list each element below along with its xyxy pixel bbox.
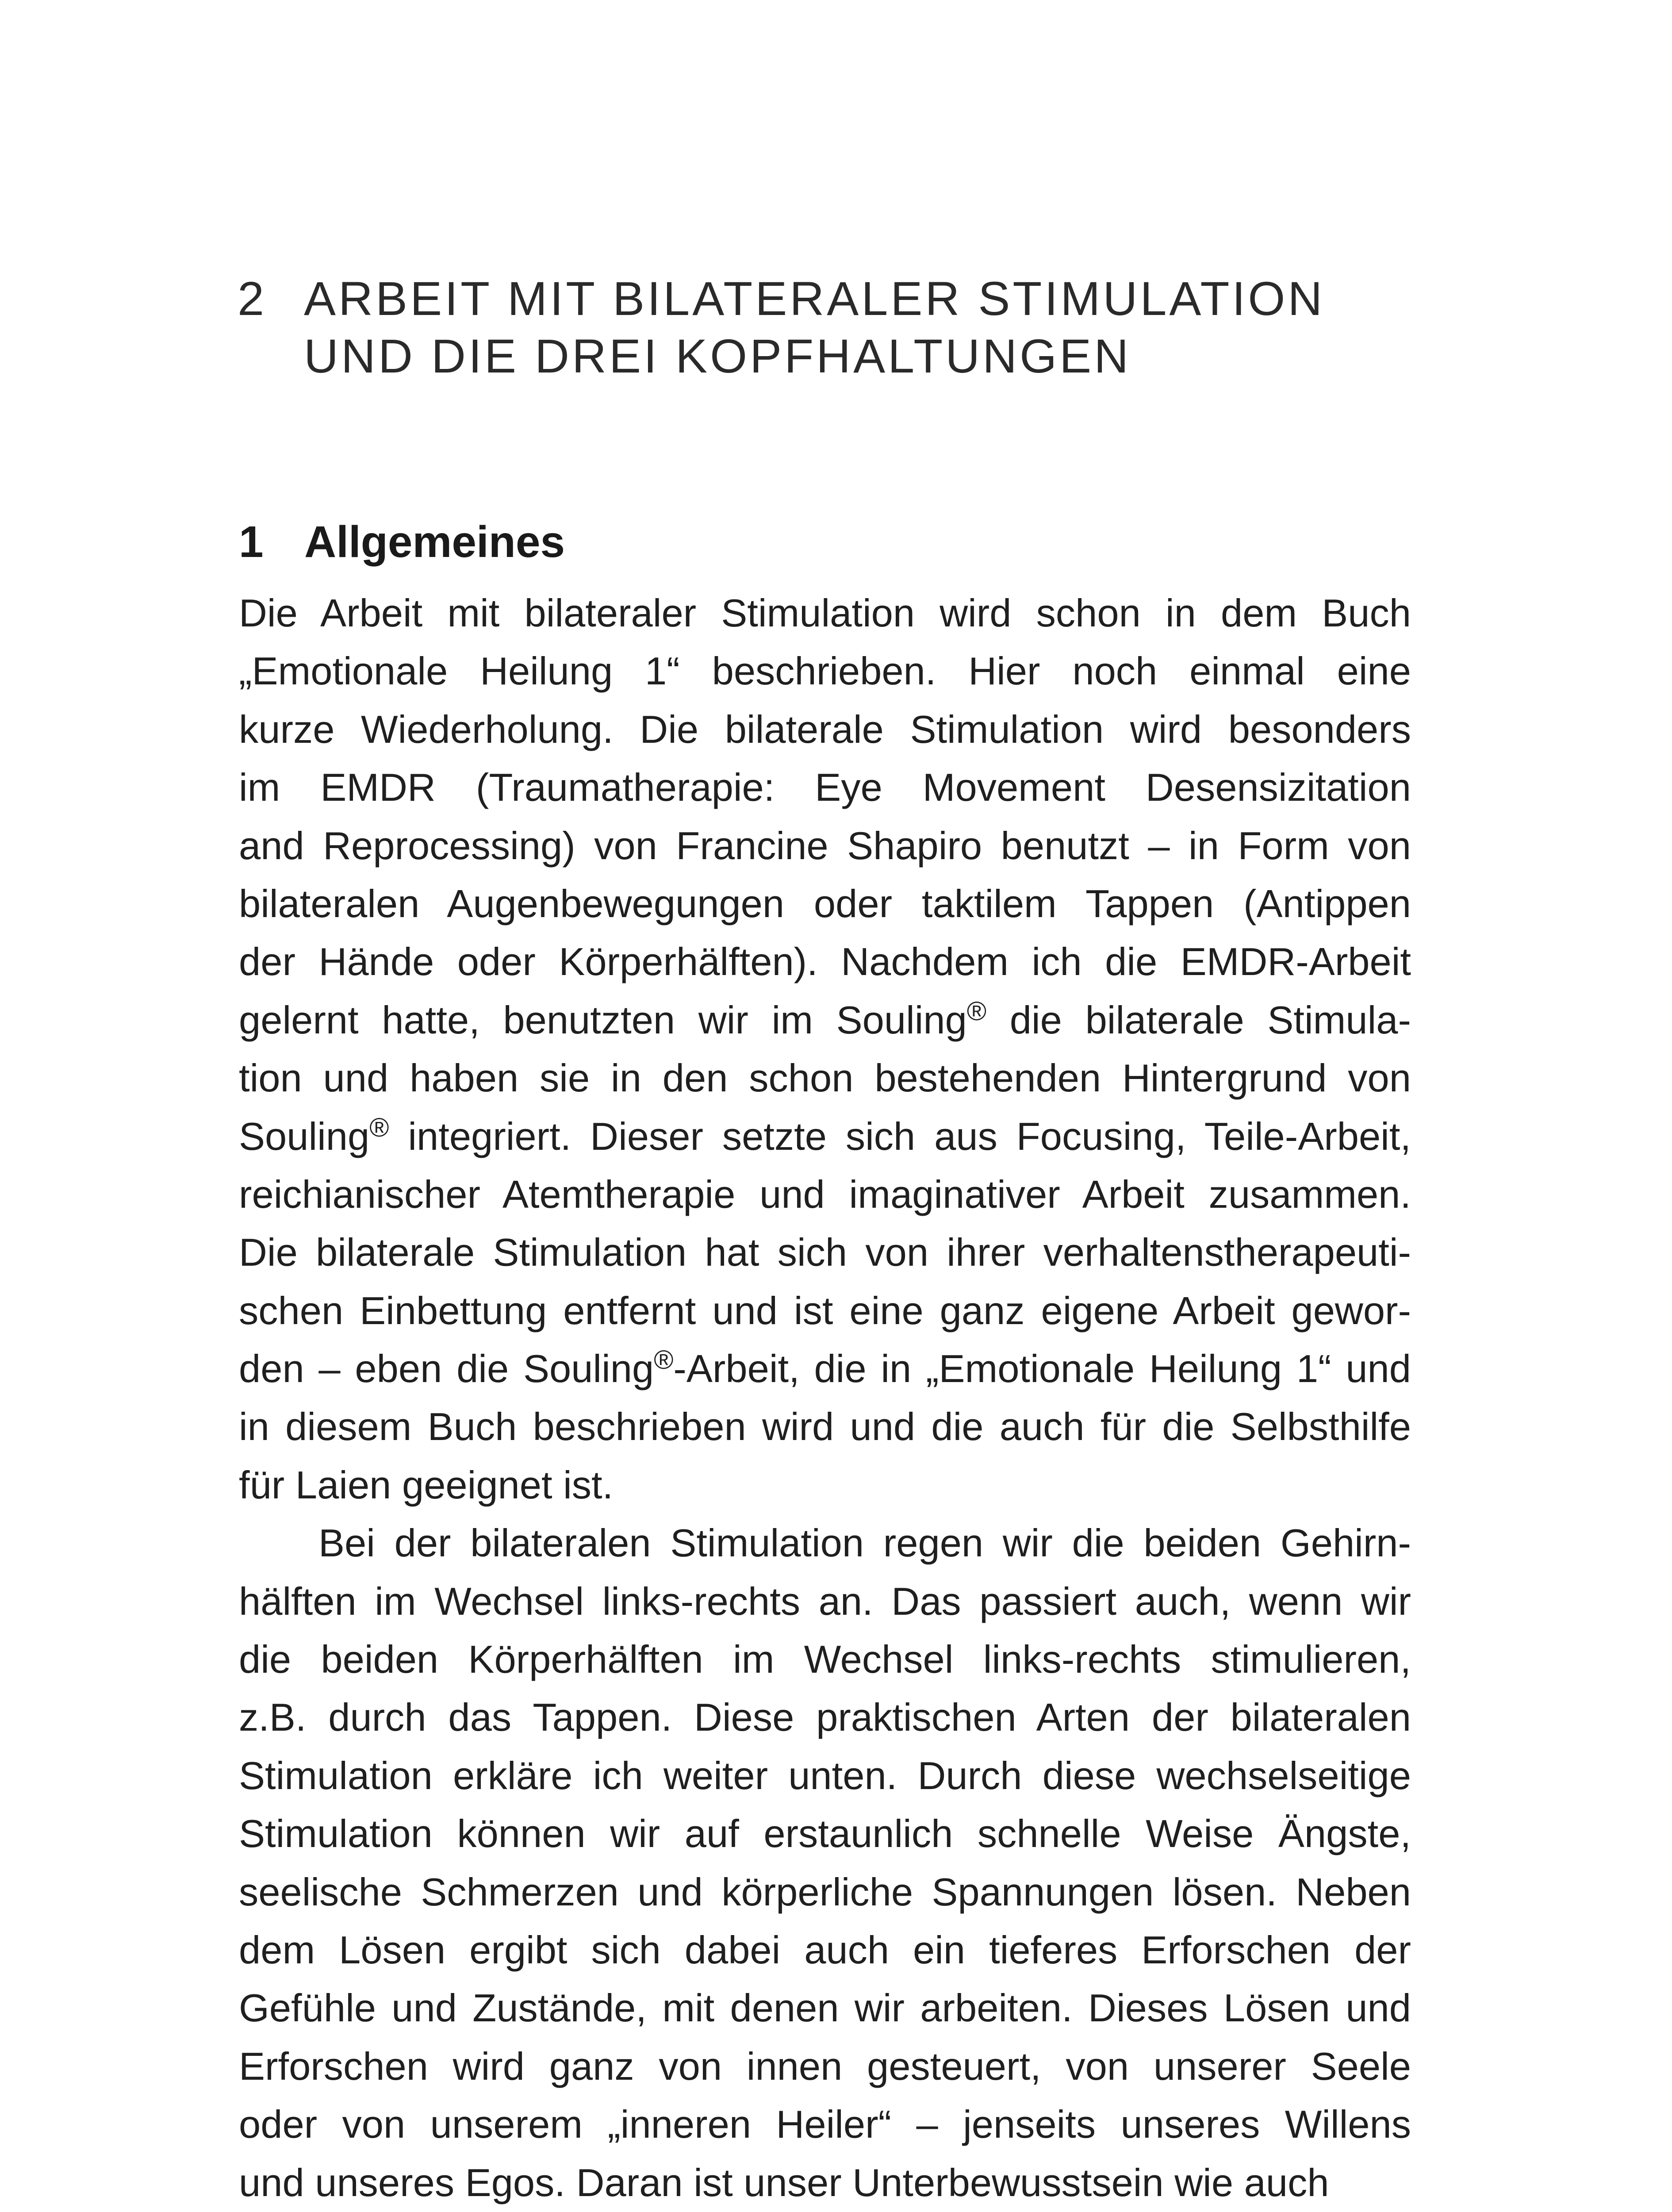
text-line: hälften im Wechsel links-rechts an. Das passiert auch, wenn wir <box>239 1579 1411 1623</box>
text-line: bilateralen Augenbewegungen oder taktilem Tappen (Antippen <box>239 881 1411 926</box>
text-line: tion und haben sie in den schon bestehenden Hintergrund von <box>239 1056 1411 1100</box>
text-line: schen Einbettung entfernt und ist eine ganz eigene Arbeit gewor- <box>239 1288 1411 1333</box>
text-line: Souling® integriert. Dieser setzte sich aus Focusing, Teile-Arbeit, <box>239 1112 1411 1158</box>
text-line: Gefühle und Zustände, mit denen wir arbeiten. Dieses Lösen und <box>239 1986 1411 2030</box>
text-line: im EMDR (Traumatherapie: Eye Movement Desensizitation <box>239 765 1411 810</box>
text-line: „Emotionale Heilung 1“ beschrieben. Hier noch einmal eine <box>239 649 1411 693</box>
text-line: und unseres Egos. Daran ist unser Unterbewusstsein wie auch <box>239 2160 1329 2204</box>
text-line: reichianischer Atemtherapie und imaginativer Arbeit zusammen. <box>239 1172 1411 1216</box>
chapter-title-line: UND DIE DREI KOPFHALTUNGEN <box>304 329 1131 383</box>
text-line: für Laien geeignet ist. <box>239 1463 614 1507</box>
text-line: oder von unserem „inneren Heiler“ – jenseits unseres Willens <box>239 2102 1411 2147</box>
section-title: Allgemeines <box>304 517 565 567</box>
paragraph <box>239 1514 1411 2212</box>
text-line: z.B. durch das Tappen. Diese praktischen Arten der bilateralen <box>239 1695 1411 1740</box>
text-line: den – eben die Souling®-Arbeit, die in „Emotionale Heilung 1“ und <box>239 1345 1411 1391</box>
text-line: in diesem Buch beschrieben wird und die auch für die Selbsthilfe <box>239 1405 1411 1449</box>
text-line: Die Arbeit mit bilateraler Stimulation wird schon in dem Buch <box>239 591 1411 635</box>
text-line: die beiden Körperhälften im Wechsel links-rechts stimulieren, <box>239 1637 1411 1682</box>
body-text <box>239 584 1411 2212</box>
text-line: gelernt hatte, benutzten wir im Souling® die bilaterale Stimula- <box>239 996 1411 1042</box>
section-number: 1 <box>239 517 264 567</box>
chapter-title-line: ARBEIT MIT BILATERALER STIMULATION <box>304 272 1325 325</box>
text-line: kurze Wiederholung. Die bilaterale Stimulation wird besonders <box>239 707 1411 751</box>
text-line: seelische Schmerzen und körperliche Spannungen lösen. Neben <box>239 1870 1411 1914</box>
chapter-heading <box>238 270 1476 385</box>
text-line: Die bilaterale Stimulation hat sich von ihrer verhaltenstherapeuti- <box>239 1230 1411 1275</box>
text-line: and Reprocessing) von Francine Shapiro benutzt – in Form von <box>239 823 1411 868</box>
section-heading <box>239 515 565 568</box>
text-line: dem Lösen ergibt sich dabei auch ein tieferes Erforschen der <box>239 1928 1411 1972</box>
text-line: Stimulation können wir auf erstaunlich schnelle Weise Ängste, <box>239 1812 1411 1856</box>
text-line: der Hände oder Körperhälften). Nachdem ich die EMDR-Arbeit <box>239 940 1411 984</box>
chapter-number: 2 <box>238 272 267 325</box>
paragraph <box>239 584 1411 1514</box>
text-line: Erforschen wird ganz von innen gesteuert, von unserer Seele <box>239 2044 1411 2088</box>
text-line: Bei der bilateralen Stimulation regen wir die beiden Gehirn- <box>318 1521 1411 1565</box>
text-line: Stimulation erkläre ich weiter unten. Durch diese wechselseitige <box>239 1753 1411 1797</box>
